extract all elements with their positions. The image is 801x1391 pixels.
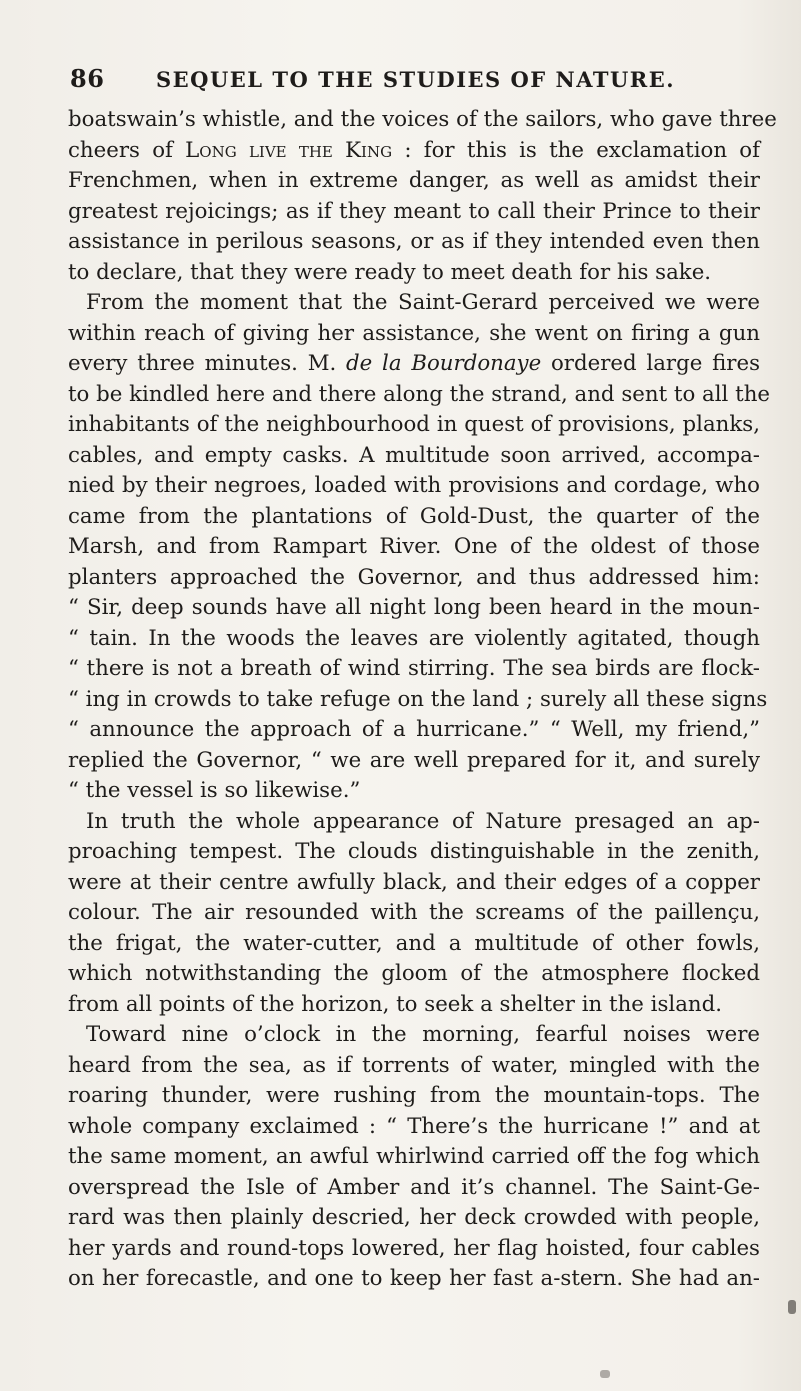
text-line: Frenchmen, when in extreme danger, as well as amidst their [68, 168, 760, 193]
text-line: greatest rejoicings; as if they meant to call their Prince to their [68, 198, 760, 224]
text-line: “ the vessel is so likewise.” [68, 778, 361, 803]
text-line: from all points of the horizon, to seek a shelter in the island. [68, 991, 723, 1017]
text-span: ordered large fires [541, 351, 760, 376]
text-line: nied by their negroes, loaded with provisions and cordage, who [68, 473, 760, 498]
text-line: replied the Governor, “ we are well prepared for it, and surely [68, 747, 760, 773]
text-line: proaching tempest. The clouds distinguishable in the zenith, [68, 839, 760, 864]
text-line: “ ing in crowds to take refuge on the land ; surely all these signs [68, 686, 768, 712]
text-line: to be kindled here and there along the strand, and sent to all the [68, 381, 771, 407]
text-line: to declare, that they were ready to meet death for his sake. [68, 259, 712, 285]
text-line: whole company exclaimed : “ There’s the hurricane !” and at [68, 1113, 760, 1139]
text-line: boatswain’s whistle, and the voices of the sailors, who gave three [68, 107, 777, 132]
text-line: From the moment that the Saint-Gerard perceived we were [86, 290, 760, 315]
text-line: “ announce the approach of a hurricane.” “ Well, my friend,” [68, 717, 760, 742]
text-line: cables, and empty casks. A multitude soon arrived, accompa- [68, 442, 760, 468]
text-line: “ Sir, deep sounds have all night long been heard in the moun- [68, 595, 760, 620]
text-span: cheers of [68, 137, 186, 163]
page-header [70, 64, 750, 104]
text-line: were at their centre awfully black, and their edges of a copper [68, 869, 760, 895]
text-line: the frigat, the water-cutter, and a multitude of other fowls, [68, 930, 760, 956]
text-span: every three minutes. M. [68, 351, 347, 376]
text-line: her yards and round-tops lowered, her flag hoisted, four cables [68, 1235, 760, 1261]
ink-speck-mark [600, 1370, 610, 1378]
text-line: colour. The air resounded with the screams of the paillençu, [68, 900, 760, 925]
body-text [68, 105, 777, 1295]
text-line: within reach of giving her assistance, she went on firing a gun [68, 320, 760, 346]
ink-speck-mark [788, 1300, 796, 1314]
text-line: planters approached the Governor, and thus addressed him: [68, 564, 760, 590]
text-line: “ tain. In the woods the leaves are violently agitated, though [68, 625, 760, 651]
text-line: inhabitants of the neighbourhood in quest of provisions, planks, [68, 412, 760, 437]
text-line: In truth the whole appearance of Nature presaged an ap- [86, 808, 760, 834]
exclamation-smallcaps: Long live the King [185, 137, 393, 163]
text-line: roaring thunder, were rushing from the mountain-tops. The [68, 1083, 760, 1108]
text-line: rard was then plainly descried, her deck crowded with people, [68, 1205, 760, 1230]
text-line: the same moment, an awful whirlwind carried off the fog which [68, 1144, 760, 1169]
text-line [68, 349, 760, 380]
text-line: “ there is not a breath of wind stirring. The sea birds are flock- [68, 656, 760, 681]
text-line [68, 136, 760, 167]
text-line: overspread the Isle of Amber and it’s channel. The Saint-Ge- [68, 1174, 760, 1200]
text-line: assistance in perilous seasons, or as if they intended even then [68, 229, 760, 254]
text-line: came from the plantations of Gold-Dust, the quarter of the [68, 503, 760, 529]
page-number: 86 [70, 64, 105, 93]
text-line: which notwithstanding the gloom of the atmosphere flocked [68, 961, 760, 986]
text-line: Marsh, and from Rampart River. One of the oldest of those [68, 534, 760, 559]
text-span: : for this is the exclamation of [392, 137, 760, 163]
text-line: heard from the sea, as if torrents of water, mingled with the [68, 1052, 760, 1078]
text-line: Toward nine o’clock in the morning, fearful noises were [86, 1022, 760, 1047]
text-line: on her forecastle, and one to keep her fast a-stern. She had an- [68, 1266, 760, 1291]
name-italic: de la Bourdonaye [346, 351, 542, 376]
running-head: SEQUEL TO THE STUDIES OF NATURE. [156, 67, 676, 92]
